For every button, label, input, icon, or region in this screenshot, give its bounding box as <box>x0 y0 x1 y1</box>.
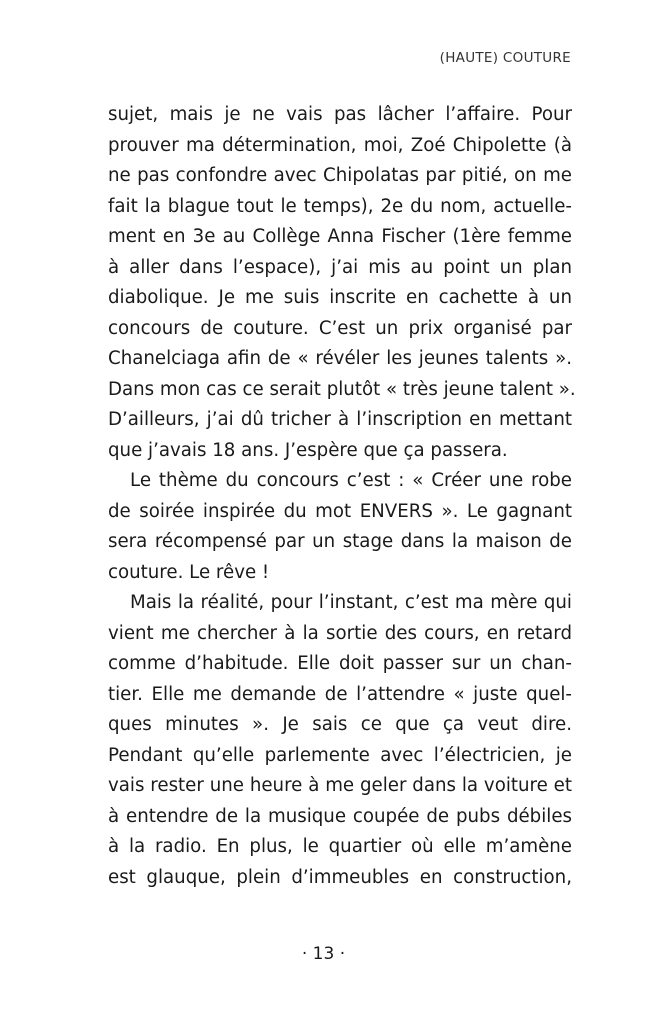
text-line: vient me chercher à la sortie des cours, en retard <box>108 622 572 644</box>
running-header: (HAUTE) COUTURE <box>439 50 571 66</box>
page-number: · 13 · <box>301 944 346 964</box>
text-line: couture. Le rêve ! <box>108 561 270 583</box>
text-line: Pendant qu’elle parlemente avec l’électricien, je <box>108 744 572 766</box>
text-line: Mais la réalité, pour l’instant, c’est ma mère qui <box>130 592 572 613</box>
text-line: concours de couture. C’est un prix organisé par <box>108 317 572 339</box>
text-line: Dans mon cas ce serait plutôt « très jeune talent ». <box>108 378 576 400</box>
text-line: Le thème du concours c’est : « Créer une robe <box>130 470 572 491</box>
text-line: que j’avais 18 ans. J’espère que ça passera. <box>108 439 508 461</box>
text-line: ment en 3e au Collège Anna Fischer (1ère femme <box>108 226 572 247</box>
text-line: de soirée inspirée du mot ENVERS ». Le gagnant <box>108 500 572 522</box>
text-line: diabolique. Je me suis inscrite en cachette à un <box>108 287 572 308</box>
text-line: fait la blague tout le temps), 2e du nom, actuelle- <box>108 195 572 217</box>
text-line: comme d’habitude. Elle doit passer sur un chan- <box>108 653 572 674</box>
text-line: sera récompensé par un stage dans la maison de <box>108 531 572 552</box>
text-line: tier. Elle me demande de l’attendre « juste quel- <box>108 683 572 705</box>
text-line: sujet, mais je ne vais pas lâcher l’affaire. Pour <box>108 104 572 125</box>
text-line: à entendre de la musique coupée de pubs débiles <box>108 805 572 827</box>
text-line: à la radio. En plus, le quartier où elle m’amène <box>108 836 572 857</box>
text-line: à aller dans l’espace), j’ai mis au point un plan <box>108 256 572 278</box>
text-line: prouver ma détermination, moi, Zoé Chipolette (à <box>108 134 572 156</box>
text-line: D’ailleurs, j’ai dû tricher à l’inscription en mettant <box>108 409 572 430</box>
text-line: ne pas confondre avec Chipolatas par pitié, on me <box>108 165 572 186</box>
page-body-text <box>108 100 576 893</box>
text-line: Chanelciaga afin de « révéler les jeunes talents ». <box>108 348 572 369</box>
text-line: vais rester une heure à me geler dans la voiture et <box>108 775 572 796</box>
text-line: est glauque, plein d’immeubles en construction, <box>108 866 572 888</box>
text-line: ques minutes ». Je sais ce que ça veut dire. <box>108 714 572 735</box>
